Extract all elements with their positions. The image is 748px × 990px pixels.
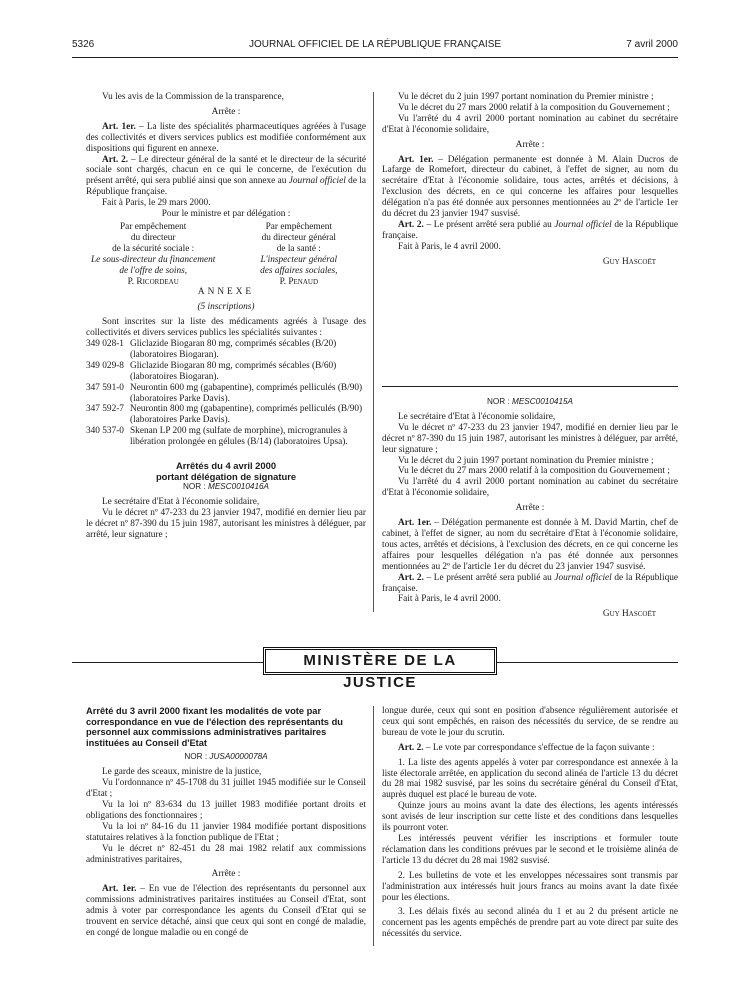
- ministry-banner: [72, 640, 678, 691]
- annexe-title: ANNEXE: [197, 287, 255, 298]
- article-text: – Le vote par correspondance s'effectue de la façon suivante :: [423, 742, 655, 753]
- article-text: de la République française.: [86, 176, 366, 198]
- nor-label: NOR :: [182, 482, 209, 492]
- arretes-title-line: Arrêtés du 4 avril 2000: [175, 460, 277, 472]
- top-right-column: [382, 92, 678, 268]
- article-2: [86, 155, 366, 199]
- paragraph: Vu le décret du 27 mars 2000 relatif à la composition du Gouvernement ;: [398, 102, 670, 113]
- annexe-subtitle: (5 inscriptions): [197, 302, 255, 313]
- article-2: [382, 573, 678, 595]
- signature-left: [86, 222, 220, 287]
- paragraph: Vu le décret du 2 juin 1997 portant nomination du Premier ministre ;: [398, 92, 654, 102]
- sig-line: Par empêchement: [265, 221, 332, 232]
- sig-role: de l'offre de soins,: [119, 265, 188, 276]
- annexe-list: [86, 339, 366, 448]
- nor-reference: [86, 482, 366, 493]
- done-at: Fait à Paris, le 4 avril 2000.: [398, 241, 501, 252]
- issue-date: 7 avril 2000: [626, 39, 678, 50]
- article-label: Art. 2.: [398, 219, 424, 230]
- sig-line: du directeur général: [261, 232, 336, 243]
- item-description: Neurontin 600 mg (gabapentine), comprimés pelliculés (B/90) (laboratoires Parke Davis).: [130, 382, 363, 404]
- annexe-item: [86, 404, 366, 426]
- article-text: – Le présent arrêté sera publié au: [423, 572, 555, 583]
- arrete-heading: Arrête :: [515, 503, 545, 514]
- paragraph: Les intéressés peuvent vérifier les inscriptions et formuler toute réclamation dans les conditions prévues par le second et le troisième alinéa de l'article 13 du décret du 28 mai 1982 susvisé.: [382, 833, 678, 866]
- signature-right: [232, 222, 366, 287]
- article-1: [382, 155, 678, 220]
- delegation-line: Pour le ministre et par délégation :: [161, 209, 291, 220]
- article-label: Art. 2.: [398, 572, 424, 583]
- cip-code: 340 537-0: [86, 426, 124, 437]
- arrete-title: Arrêté du 3 avril 2000 fixant les modalités de vote par correspondance en vue de l'élection des représentants du personnel aux commissions administratives paritaires instituées au Conseil d'Etat: [86, 706, 343, 748]
- item-description: Neurontin 800 mg (gabapentine), comprimés pelliculés (B/90) (laboratoires Parke Davis).: [130, 404, 363, 426]
- arrete-heading: Arrête :: [211, 106, 241, 117]
- article-text: de la République française.: [382, 219, 678, 241]
- sig-role: L'inspecteur général: [260, 254, 338, 265]
- signatory-name: Guy Hascoët: [602, 609, 656, 620]
- top-right-column-block-2: [382, 397, 678, 620]
- item-description: Gliclazide Biogaran 80 mg, comprimés sécables (B/20) (laboratoires Biogaran).: [130, 339, 337, 360]
- done-at: Fait à Paris, le 29 mars 2000.: [102, 198, 211, 209]
- nor-reference: [86, 752, 366, 763]
- paragraph: Vu l'arrêté du 4 avril 2000 portant nomination au cabinet du secrétaire d'Etat à l'économie solidaire,: [382, 113, 678, 135]
- annexe-item: [86, 383, 366, 405]
- signature-block: [86, 222, 366, 287]
- done-at: Fait à Paris, le 4 avril 2000.: [398, 594, 501, 605]
- cip-code: 349 029-8: [86, 360, 124, 371]
- paragraph: Vu la loi nº 83-634 du 13 juillet 1983 modifiée portant droits et obligations des fonctionnaires ;: [86, 800, 366, 821]
- nor-code: MESC0010415A: [512, 397, 574, 406]
- signatory-name: P. Penaud: [279, 276, 319, 287]
- article-text: – Délégation permanente est donnée à M. David Martin, chef de cabinet, à l'effet de signer, au nom du secrétaire d'Etat à l'économie solidaire, tous actes, arrêtés et décisions, à l'exclusion des décrets, en ce qui concerne les affaires pour lesquelles délégation n'a pas été donnée aux personnes mentionnées au 2º de l'article 1er du décret du 23 janvier 1947 susvisé.: [382, 518, 678, 572]
- paragraph: longue durée, ceux qui sont en position d'absence régulièrement autorisée et ceux qui sont empêchés, en raison des nécessités du service, de se rendre au bureau de vote le jour du scrutin.: [382, 706, 678, 738]
- paragraph: Vu le décret du 2 juin 1997 portant nomination du Premier ministre ;: [398, 455, 654, 466]
- paragraph: 2. Les bulletins de vote et les enveloppes nécessaires sont transmis par l'administration aux intéressés huit jours francs au moins avant la date fixée pour les élections.: [382, 870, 678, 903]
- paragraph: Quinze jours au moins avant la date des élections, les agents intéressés sont avisés de leur inscription sur cette liste et des conditions dans lesquelles ils pourront voter.: [382, 801, 678, 834]
- paragraph: Vu l'arrêté du 4 avril 2000 portant nomination au cabinet du secrétaire d'Etat à l'économie solidaire,: [382, 477, 678, 499]
- item-description: Gliclazide Biogaran 80 mg, comprimés sécables (B/60) (laboratoires Biogaran).: [130, 360, 337, 382]
- article-text: – La liste des spécialités pharmaceutiques agréées à l'usage des collectivités et divers services publics est modifiée conformément aux dispositions qui figurent en annexe.: [86, 121, 366, 154]
- sig-line: de la santé :: [276, 243, 321, 254]
- arrete-heading: Arrête :: [515, 139, 545, 150]
- sig-line: Par empêchement: [120, 221, 187, 232]
- article-label: Art. 1er.: [102, 121, 136, 132]
- cip-code: 347 591-0: [86, 382, 124, 393]
- sig-line: de la sécurité sociale :: [112, 243, 195, 254]
- paragraph: Vu le décret du 27 mars 2000 relatif à la composition du Gouvernement ;: [398, 466, 670, 477]
- paragraph: Vu le décret nº 47-233 du 23 janvier 1947, modifié en dernier lieu par le décret nº 87-390 du 15 juin 1987, autorisant les ministres à déléguer, par arrêté, leur signature ;: [382, 422, 678, 455]
- paragraph: 1. La liste des agents appelés à voter par correspondance est annexée à la liste électorale arrêtée, en application du second alinéa de l'article 13 du décret du 28 mai 1982 susvisé, par les soins du secrétaire général du Conseil d'Etat, auprès duquel est placé le bureau de vote.: [382, 757, 678, 801]
- header-rule: [72, 57, 678, 58]
- top-left-column: [86, 92, 366, 541]
- annexe-item: [86, 426, 366, 448]
- paragraph: Vu la loi nº 84-16 du 11 janvier 1984 modifiée portant dispositions statutaires relatives à la fonction publique de l'Etat ;: [86, 821, 366, 843]
- section-separator: [382, 386, 678, 387]
- article-1: [86, 884, 366, 939]
- item-description: Skenan LP 200 mg (sulfate de morphine), microgranules à libération prolongée en gélules (B/14) (laboratoires Upsa).: [130, 426, 348, 448]
- nor-code: MESC0010416A: [208, 482, 270, 492]
- nor-label: NOR :: [184, 752, 210, 762]
- signatory-name: Guy Hascoët: [602, 256, 656, 267]
- column-divider-bottom: [373, 706, 374, 946]
- intro-paragraph: Vu les avis de la Commission de la transparence,: [102, 92, 284, 102]
- nor-label: NOR :: [486, 397, 513, 406]
- sig-role: des affaires sociales,: [260, 265, 338, 276]
- paragraph: Vu l'ordonnance nº 45-1708 du 31 juillet 1945 modifiée sur le Conseil d'Etat ;: [86, 778, 366, 800]
- article-text: – Le présent arrêté sera publié au: [423, 219, 555, 230]
- annexe-intro: Sont inscrites sur la liste des médicaments agréés à l'usage des collectivités et divers services publics les spécialités suivantes :: [86, 317, 366, 339]
- page-number: 5326: [72, 39, 95, 50]
- sig-role: Le sous-directeur du financement: [91, 254, 216, 265]
- journal-title: JOURNAL OFFICIEL DE LA RÉPUBLIQUE FRANÇAISE: [248, 39, 502, 50]
- page-header: [72, 40, 678, 54]
- article-2: [382, 743, 678, 754]
- arretes-title-line: portant délégation de signature: [155, 471, 297, 483]
- bottom-right-column: [382, 706, 678, 940]
- article-text: – En vue de l'élection des représentants du personnel aux commissions administratives paritaires instituées au Conseil d'Etat, sont admis à voter par correspondance les agents du Conseil d'Etat qui se trouvent en service détaché, ainsi que ceux qui sont en congé de maladie, en congé de longue maladie ou en congé de: [86, 884, 366, 938]
- nor-code: JUSA0000078A: [209, 752, 268, 762]
- annexe-item: [86, 361, 366, 383]
- article-label: Art. 1er.: [398, 154, 434, 165]
- paragraph: Le garde des sceaux, ministre de la justice,: [102, 767, 262, 778]
- article-label: Art. 1er.: [102, 884, 137, 895]
- article-2: [382, 220, 678, 242]
- ministry-title: MINISTÈRE DE LA JUSTICE: [263, 647, 497, 675]
- column-divider-top: [373, 92, 374, 612]
- article-text: de la République française.: [382, 572, 678, 594]
- bottom-left-column: [86, 706, 366, 939]
- paragraph: Le secrétaire d'Etat à l'économie solidaire,: [102, 497, 260, 507]
- article-text: – Délégation permanente est donnée à M. Alain Ducros de Lafarge de Romefort, directeur du cabinet, à l'effet de signer, au nom du secrétaire d'Etat à l'économie solidaire, tous actes, arrêtés et décisions, à l'exclusion des décrets, en ce qui concerne les affaires pour lesquelles délégation n'a pas été donnée aux personnes mentionnées au 2º de l'article 1er du décret du 23 janvier 1947 susvisé.: [382, 154, 678, 220]
- annexe-item: [86, 339, 366, 361]
- signatory-name: P. Ricordeau: [127, 276, 179, 287]
- cip-code: 347 592-7: [86, 404, 124, 415]
- journal-reference: Journal officiel: [554, 219, 612, 230]
- paragraph: 3. Les délais fixés au second alinéa du 1 et au 2 du présent article ne concernent pas les agents empêchés de prendre part au vote direct par suite des nécessités du service.: [382, 907, 678, 940]
- cip-code: 349 028-1: [86, 339, 124, 350]
- paragraph: Vu le décret nº 47-233 du 23 janvier 1947, modifié en dernier lieu par le décret nº 87-390 du 15 juin 1987, autorisant les ministres à déléguer, par arrêté, leur signature ;: [86, 507, 366, 540]
- article-label: Art. 2.: [398, 742, 424, 753]
- arretes-title: [86, 460, 366, 482]
- journal-reference: Journal officiel: [288, 176, 346, 187]
- arrete-heading: Arrête :: [211, 869, 241, 880]
- article-label: Art. 2.: [102, 154, 129, 165]
- journal-reference: Journal officiel: [554, 572, 612, 583]
- paragraph: Vu le décret nº 82-451 du 28 mai 1982 relatif aux commissions administratives paritaires,: [86, 843, 366, 865]
- nor-reference: [382, 397, 678, 408]
- paragraph: Le secrétaire d'Etat à l'économie solidaire,: [398, 411, 556, 422]
- article-1: [382, 518, 678, 573]
- article-label: Art. 1er.: [398, 518, 432, 529]
- article-1: [86, 122, 366, 155]
- article-text: – Le directeur général de la santé et le directeur de la sécurité sociale sont chargés, chacun en ce qui le concerne, de l'exécution du présent arrêté, qui sera publié ainsi que son annexe au: [86, 154, 366, 187]
- sig-line: du directeur: [130, 232, 176, 243]
